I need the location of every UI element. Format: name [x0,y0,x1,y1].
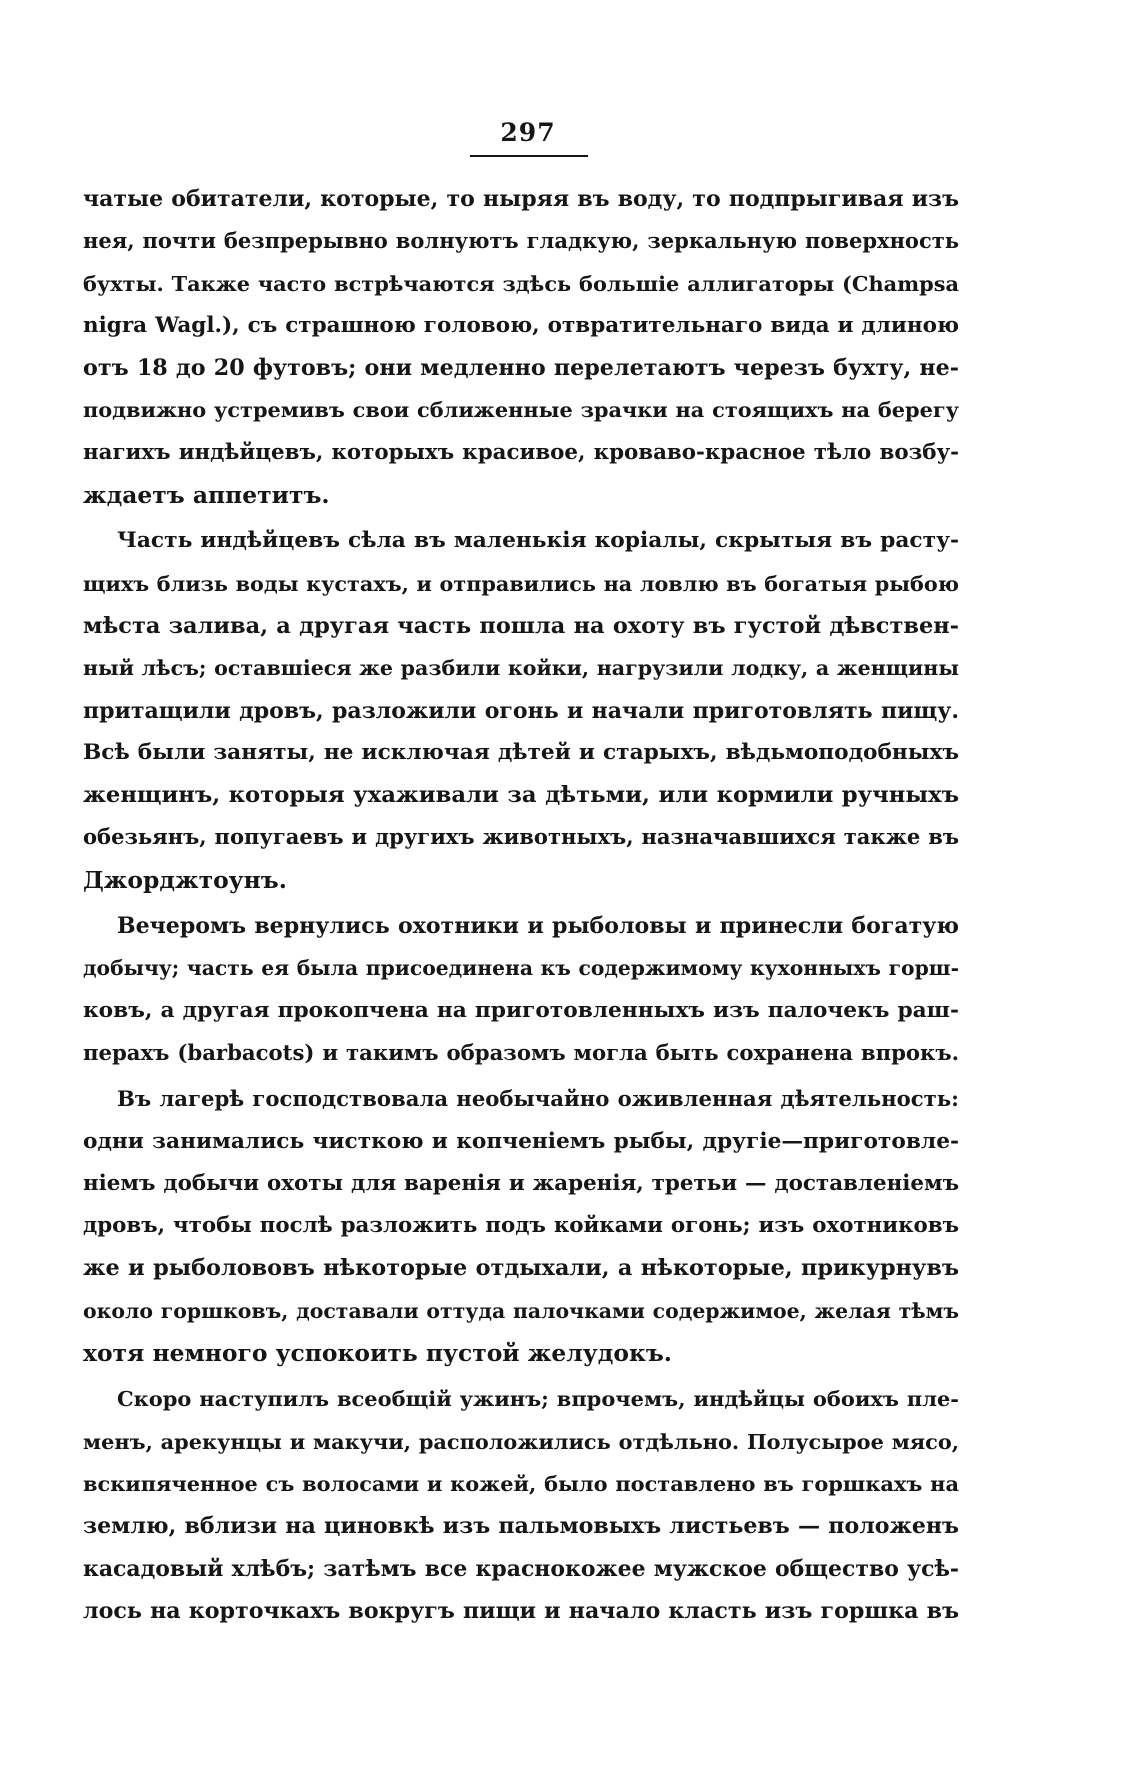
text-line: мѣста залива, а другая часть пошла на охоту въ густой дѣвствен- [83,612,959,639]
text-line: чатые обитатели, которые, то ныряя въ воду, то подпрыгивая изъ [83,186,959,212]
text-line: Въ лагерѣ господствовала необычайно оживленная дѣятельность: [117,1086,959,1112]
text-line: же и рыболововъ нѣкоторые отдыхали, а нѣкоторые, прикурнувъ [83,1255,959,1282]
text-line: Всѣ были заняты, не исключая дѣтей и старыхъ, вѣдьмоподобныхъ [83,739,959,765]
text-line: добычу; часть ея была присоединена къ содержимому кухонныхъ горш- [83,956,959,981]
text-line: бухты. Также часто встрѣчаются здѣсь большіе аллигаторы (Champsa [83,270,959,296]
paragraph [83,520,959,901]
text-line: ніемъ добычи охоты для варенія и жаренія, третьи — доставленіемъ [83,1170,959,1196]
paragraph [83,905,959,1074]
text-line: притащили дровъ, разложили огонь и начали приготовлять пищу. [83,697,959,724]
text-line: вскипяченное съ волосами и кожей, было поставлено въ горшкахъ на [83,1470,959,1496]
text-line: ждаетъ аппетитъ. [83,481,330,510]
text-line: одни занимались чисткою и копченіемъ рыбы, другіе—приготовле- [83,1128,959,1154]
text-line: хотя немного успокоить пустой желудокъ. [83,1339,672,1368]
page-number-rule [470,155,588,157]
text-line: Скоро наступилъ всеобщій ужинъ; впрочемъ, индѣйцы обоихъ пле- [117,1386,959,1412]
text-line: около горшковъ, доставали оттуда палочками содержимое, желая тѣмъ [83,1298,959,1323]
text-line: Часть индѣйцевъ сѣла въ маленькія коріалы, скрытыя въ расту- [117,528,959,554]
text-line: нагихъ индѣйцевъ, которыхъ красивое, кроваво-красное тѣло возбу- [83,439,959,465]
text-line: щихъ близь воды кустахъ, и отправились на ловлю въ богатыя рыбою [83,571,959,596]
text-line: женщинъ, которыя ухаживали за дѣтьми, или кормили ручныхъ [83,782,959,809]
text-line: нея, почти безпрерывно волнуютъ гладкую, зеркальную поверхность [83,228,959,254]
text-line: nigra Wagl.), съ страшною головою, отвратительнаго вида и длиною [83,312,959,338]
text-line: подвижно устремивъ свои сближенные зрачки на стоящихъ на берегу [83,397,959,423]
text-line: отъ 18 до 20 футовъ; они медленно перелетаютъ черезъ бухту, не- [83,355,959,382]
text-line: ный лѣсъ; оставшіеся же разбили койки, нагрузили лодку, а женщины [83,656,959,681]
text-line: Вечеромъ вернулись охотники и рыболовы и принесли богатую [117,913,959,940]
text-line: менъ, арекунцы и макучи, расположились отдѣльно. Полусырое мясо, [83,1428,959,1454]
paragraph [83,1078,959,1374]
text-line: перахъ (barbacots) и такимъ образомъ могла быть сохранена впрокъ. [83,1039,959,1065]
body-text [83,178,959,1636]
text-line: обезьянъ, попугаевъ и другихъ животныхъ, назначавшихся также въ [83,824,959,850]
paragraph [83,1378,959,1632]
text-line: землю, вблизи на циновкѣ изъ пальмовыхъ листьевъ — положенъ [83,1513,959,1540]
paragraph [83,178,959,516]
page-number: 297 [500,118,556,147]
text-line: Джорджтоунъ. [83,865,287,894]
text-line: дровъ, чтобы послѣ разложить подъ койками огонь; изъ охотниковъ [83,1213,959,1239]
text-line: ковъ, а другая прокопчена на приготовленныхъ изъ палочекъ раш- [83,997,959,1023]
text-line: лось на корточкахъ вокругъ пищи и начало класть изъ горшка въ [83,1597,959,1624]
text-line: касадовый хлѣбъ; затѣмъ все краснокожее мужское общество усѣ- [83,1555,959,1582]
